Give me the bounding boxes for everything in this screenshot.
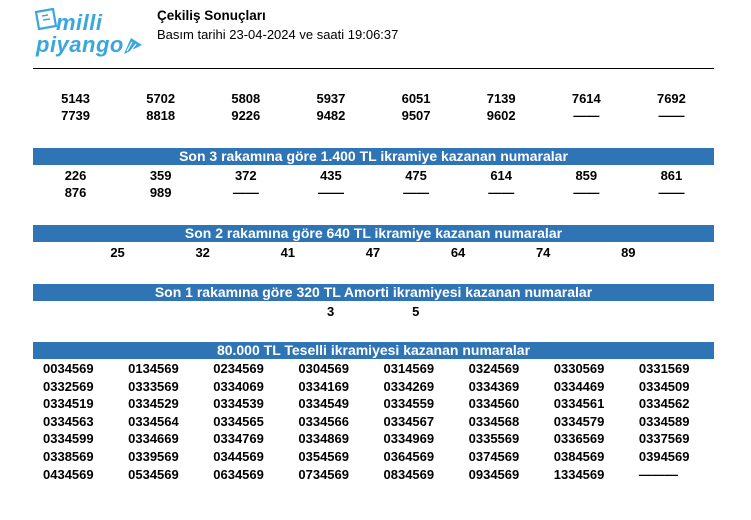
number-cell: 359: [149, 168, 172, 183]
number-cell: 0334529: [128, 396, 179, 412]
number-cell: 0334519: [43, 396, 94, 412]
number-cell: 0334565: [213, 413, 264, 429]
number-cell: 89: [621, 245, 636, 260]
number-cell: 64: [450, 245, 466, 260]
number-cell: 0304569: [298, 361, 349, 376]
number-cell: ——: [317, 185, 344, 200]
teselli-numbers-grid: [33, 360, 714, 483]
page-title: Çekiliş Sonuçları: [157, 8, 266, 23]
number-cell: 0934569: [468, 466, 520, 482]
number-cell: ——: [658, 108, 685, 123]
number-cell: 0134569: [128, 361, 179, 376]
logo-word-1: milli: [56, 10, 103, 35]
number-cell: 25: [110, 245, 125, 260]
number-cell: ——: [573, 108, 600, 123]
number-cell: 0334567: [383, 413, 435, 429]
number-cell: 861: [660, 168, 683, 183]
number-cell: 9602: [486, 108, 516, 123]
number-cell: 32: [195, 245, 210, 260]
number-cell: 0334469: [553, 378, 605, 394]
number-cell: 0334069: [213, 378, 264, 394]
number-cell: 9226: [231, 108, 261, 123]
number-cell: 0314569: [383, 361, 435, 376]
number-cell: 0332569: [43, 378, 94, 394]
number-cell: 372: [234, 168, 257, 183]
number-cell: 0334169: [298, 378, 349, 394]
number-cell: 5702: [146, 91, 176, 106]
number-cell: 7139: [486, 91, 516, 106]
number-cell: 0334669: [128, 431, 179, 447]
number-cell: 0324569: [468, 361, 520, 376]
number-cell: 0834569: [383, 466, 435, 482]
number-cell: 0334566: [298, 413, 349, 429]
number-cell: 0364569: [383, 448, 435, 464]
number-cell: 0334769: [213, 431, 264, 447]
number-cell: 8818: [146, 108, 176, 123]
number-cell: 0331569: [638, 361, 690, 376]
number-cell: 0334549: [298, 396, 349, 412]
number-cell: 0334579: [553, 413, 605, 429]
number-cell: 0334509: [638, 378, 690, 394]
number-cell: 9507: [401, 108, 431, 123]
number-cell: 0394569: [638, 448, 690, 464]
son3-section-header: Son 3 rakamına göre 1.400 TL ikramiye kazanan numaralar: [33, 148, 714, 165]
number-cell: 7692: [656, 91, 686, 106]
number-cell: 0374569: [468, 448, 520, 464]
number-cell: 0384569: [553, 448, 605, 464]
header-divider: [33, 68, 714, 69]
number-cell: 0534569: [128, 466, 179, 482]
son3-numbers-grid: [33, 167, 714, 201]
son1-section-header: Son 1 rakamına göre 320 TL Amorti ikramiyesi kazanan numaralar: [33, 284, 714, 301]
number-cell: 0334969: [383, 431, 435, 447]
number-cell: 0034569: [43, 361, 94, 376]
number-cell: 47: [365, 245, 381, 260]
number-cell: 0334559: [383, 396, 435, 412]
number-cell: 0334568: [468, 413, 520, 429]
number-cell: 0335569: [468, 431, 520, 447]
number-cell: 435: [320, 168, 342, 183]
number-cell: 74: [535, 245, 551, 260]
number-cell: 0354569: [298, 448, 349, 464]
fan-icon: [122, 36, 144, 56]
son1-numbers-grid: [288, 303, 751, 320]
number-cell: 0334369: [468, 378, 520, 394]
number-cell: 0234569: [213, 361, 264, 376]
number-cell: 5143: [61, 91, 91, 106]
number-cell: 0334562: [638, 396, 690, 412]
number-cell: 3: [326, 304, 335, 319]
number-cell: 5937: [316, 91, 346, 106]
number-cell: 0634569: [213, 466, 264, 482]
number-cell: 41: [280, 245, 296, 260]
number-cell: 7614: [571, 91, 601, 106]
number-cell: 989: [149, 185, 172, 200]
number-cell: 0339569: [128, 448, 179, 464]
number-cell: 1334569: [553, 466, 605, 482]
number-cell: 0334539: [213, 396, 264, 412]
number-cell: 0334563: [43, 413, 94, 429]
number-cell: 0734569: [298, 466, 349, 482]
number-cell: 226: [64, 168, 87, 183]
number-cell: 614: [490, 168, 513, 183]
number-cell: 0336569: [553, 431, 605, 447]
number-cell: ——: [488, 185, 515, 200]
number-cell: 9482: [316, 108, 346, 123]
number-cell: 0434569: [43, 466, 94, 482]
print-date: Basım tarihi 23-04-2024 ve saati 19:06:37: [157, 27, 399, 42]
number-cell: ——: [232, 185, 259, 200]
number-cell: 0334560: [468, 396, 520, 412]
number-cell: 0334599: [43, 431, 94, 447]
teselli-section-header: 80.000 TL Teselli ikramiyesi kazanan numaralar: [33, 342, 714, 359]
son2-numbers-grid: [75, 244, 751, 261]
number-cell: 5808: [231, 91, 261, 106]
number-cell: 6051: [401, 91, 431, 106]
number-cell: 0334869: [298, 431, 349, 447]
number-cell: 5: [412, 304, 420, 319]
number-cell: ——: [403, 185, 430, 200]
logo-word-2: piyango: [36, 32, 124, 57]
number-cell: 0333569: [128, 378, 179, 394]
number-cell: 0334269: [383, 378, 435, 394]
number-cell: 0338569: [43, 448, 94, 464]
son2-section-header: Son 2 rakamına göre 640 TL ikramiye kazanan numaralar: [33, 225, 714, 242]
number-cell: 0337569: [638, 431, 690, 447]
number-cell: 7739: [61, 108, 91, 123]
number-cell: 0334564: [128, 413, 179, 429]
number-cell: 0334589: [638, 413, 690, 429]
top-numbers-grid: [33, 90, 714, 124]
number-cell: 475: [405, 168, 427, 183]
number-cell: 0344569: [213, 448, 264, 464]
number-cell: 876: [64, 185, 87, 200]
number-cell: ——: [573, 185, 600, 200]
number-cell: 0334561: [553, 396, 605, 412]
number-cell: 859: [575, 168, 598, 183]
number-cell: 0330569: [553, 361, 605, 376]
milli-piyango-logo: [30, 6, 142, 62]
number-cell: ———: [638, 466, 678, 482]
number-cell: ——: [658, 185, 685, 200]
